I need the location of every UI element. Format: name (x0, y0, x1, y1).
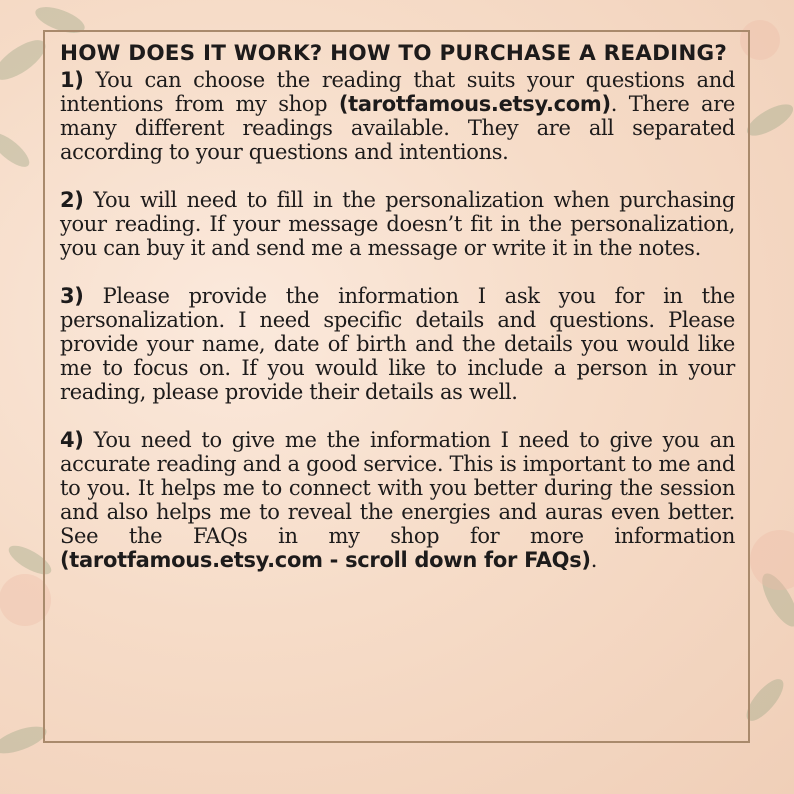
step-3 (60, 284, 735, 404)
step-number: 4) (60, 428, 84, 452)
step-2 (60, 188, 735, 260)
step-number: 3) (60, 284, 84, 308)
step-text: You will need to fill in the personalization when purchasing your reading. If your message doesn’t fit in the personalization, you can buy it and send me a message or write it in the notes. (60, 188, 735, 260)
step-text: You can choose the reading that suits your questions and intentions from my shop (60, 68, 735, 116)
step-1 (60, 68, 735, 164)
purchase-guide (60, 40, 735, 596)
step-text-end: . (590, 548, 598, 572)
step-number: 1) (60, 68, 84, 92)
step-4 (60, 428, 735, 572)
page-title: HOW DOES IT WORK? HOW TO PURCHASE A READING? (60, 41, 728, 66)
faq-link[interactable]: (tarotfamous.etsy.com - scroll down for FAQs) (60, 548, 591, 572)
shop-link[interactable]: (tarotfamous.etsy.com) (338, 92, 611, 116)
step-text: Please provide the information I ask you for in the personalization. I need specific details and questions. Please provide your name, date of birth and the details you would like me to focus on. If you would like to include a person in your reading, please provide their details as well. (60, 284, 735, 404)
step-number: 2) (60, 188, 84, 212)
step-text: You need to give me the information I need to give you an accurate reading and a good service. This is important to me and to you. It helps me to connect with you better during the session and also helps me to reveal the energies and auras even better. See the FAQs in my shop for more information (60, 428, 735, 548)
step-text-end: . There are many different readings available. They are all separated according to your questions and intentions. (60, 92, 735, 164)
